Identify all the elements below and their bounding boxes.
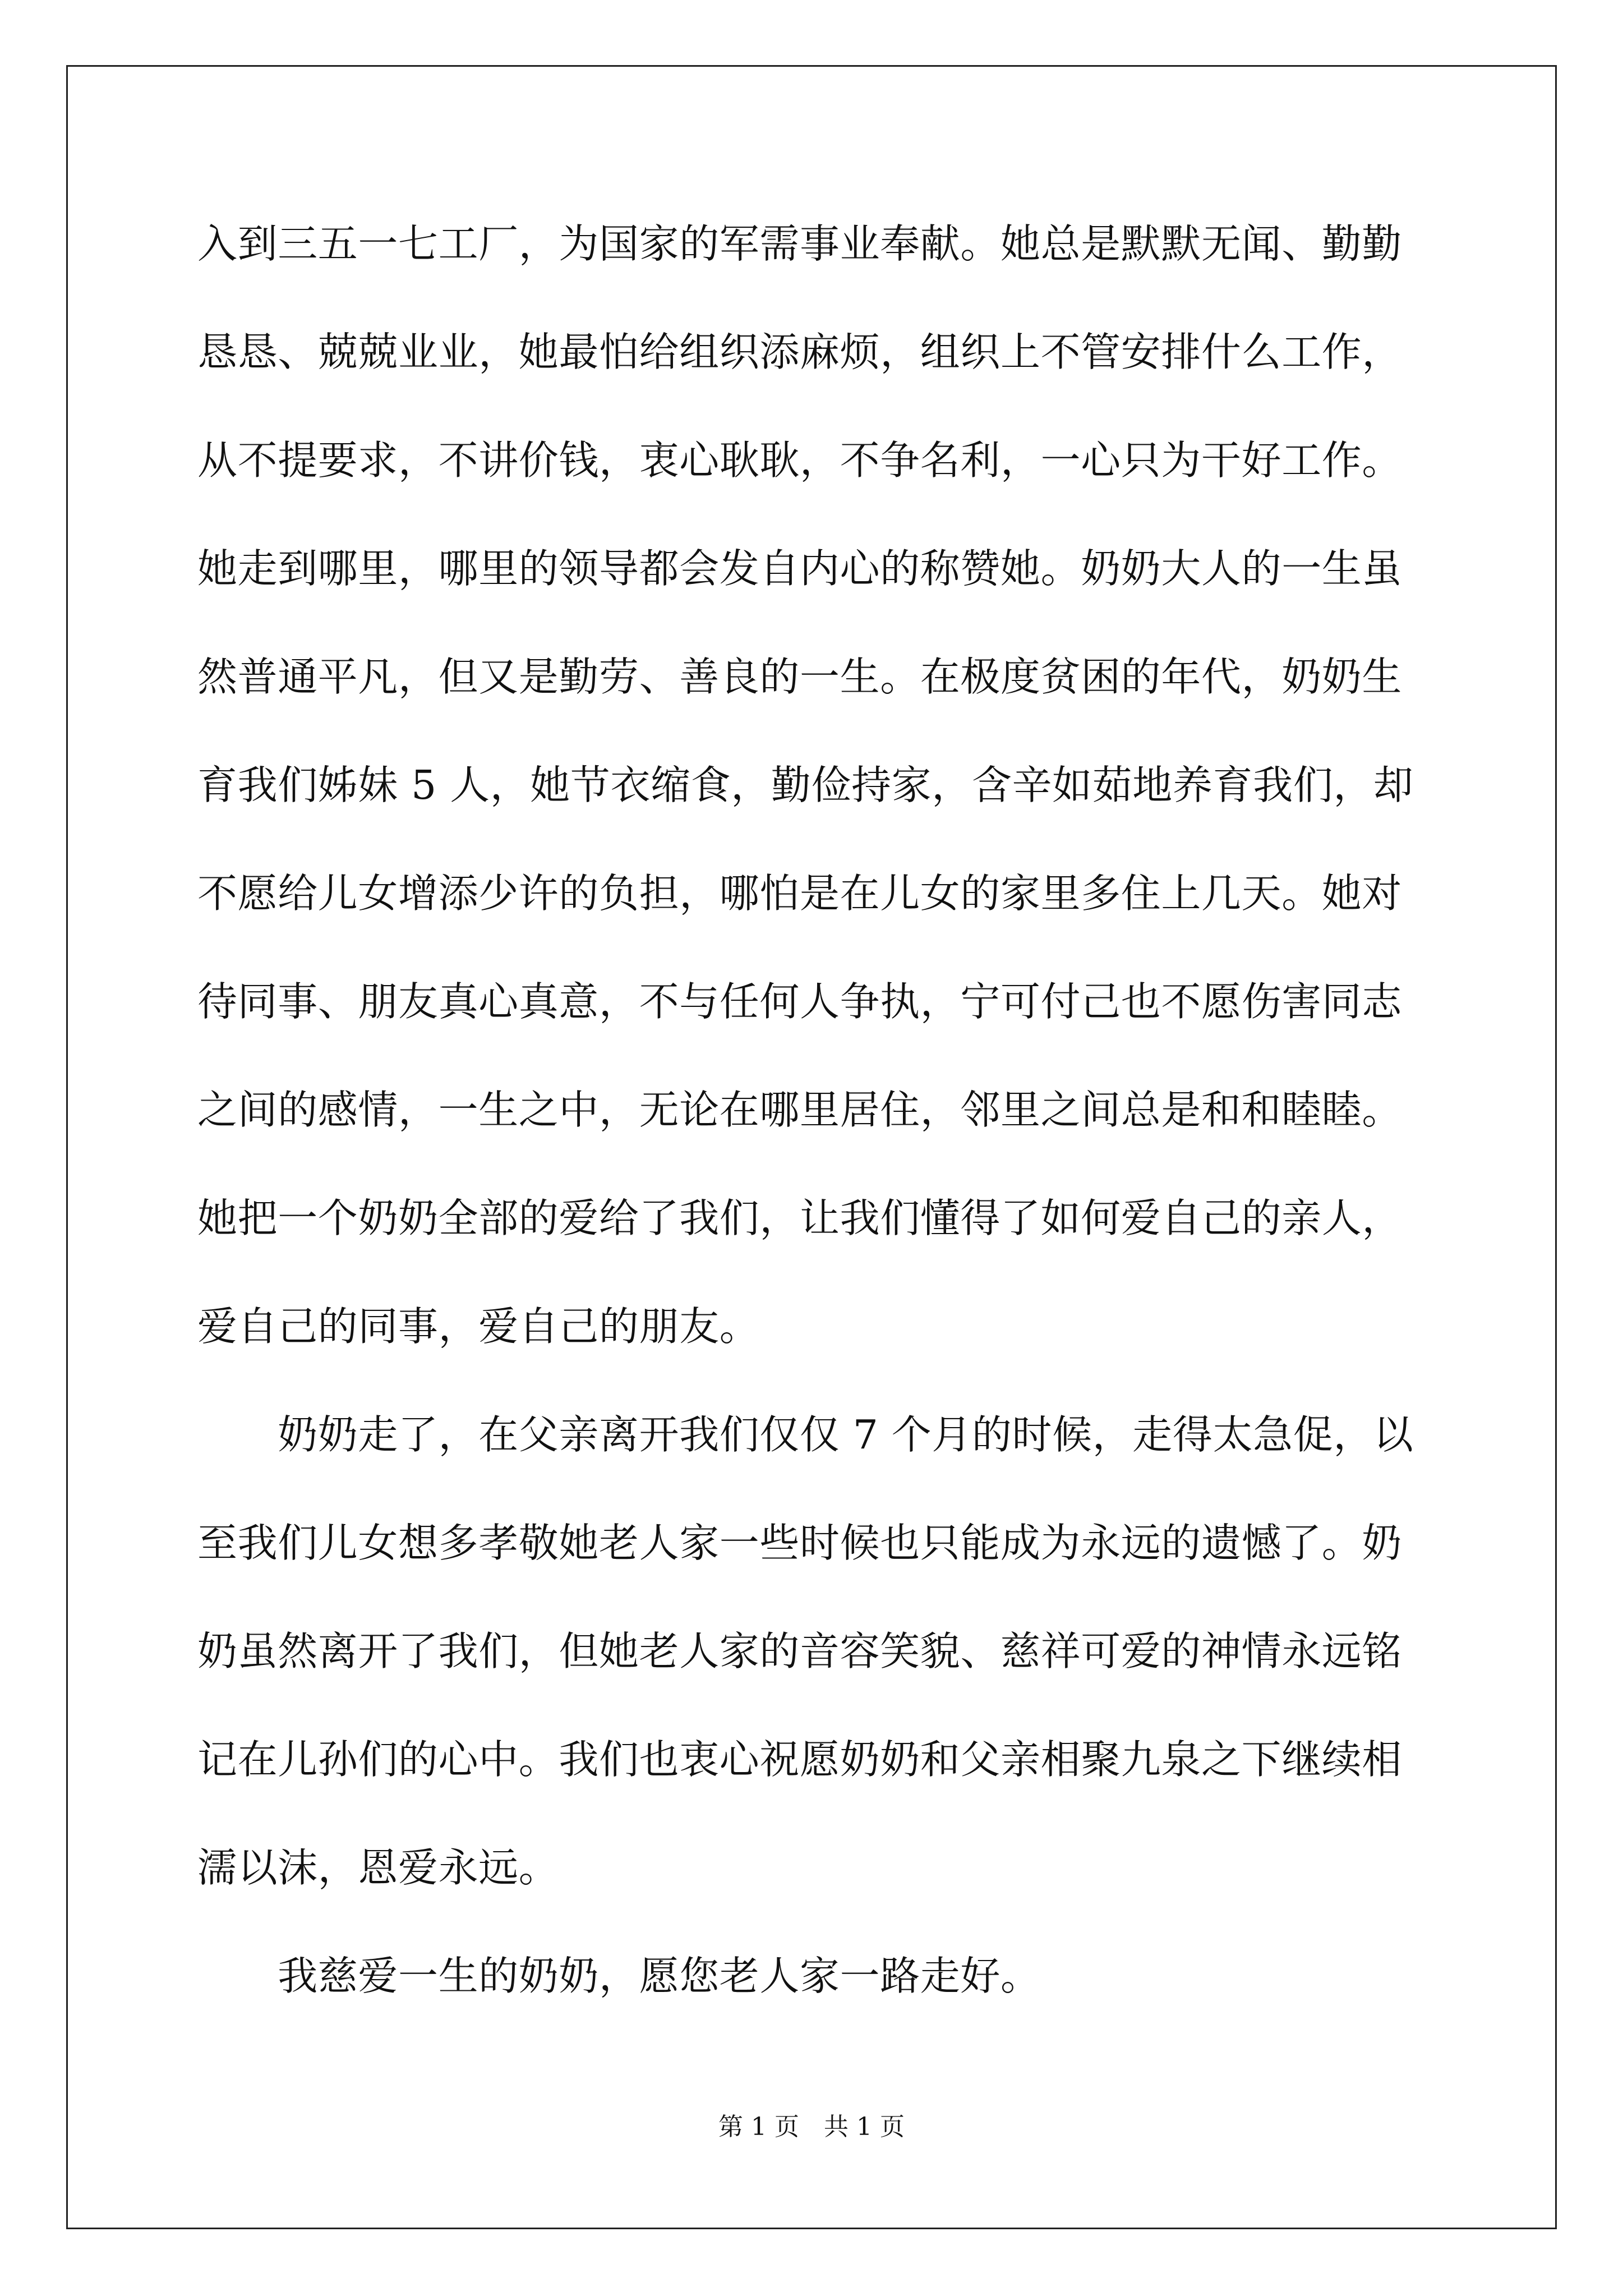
text-line: 她走到哪里，哪里的领导都会发自内心的称赞她。奶奶大人的一生虽 [197, 545, 1403, 592]
text-line: 爱自己的同事，爱自己的朋友。 [197, 1303, 760, 1350]
text-line: 不愿给儿女增添少许的负担，哪怕是在儿女的家里多住上几天。她对 [197, 870, 1403, 917]
text-line: 我慈爱一生的奶奶，愿您老人家一路走好。 [197, 1953, 1041, 1999]
text-line: 奶奶走了，在父亲离开我们仅仅 7 个月的时候，走得太急促，以 [197, 1411, 1414, 1458]
text-line: 她把一个奶奶全部的爱给了我们，让我们懂得了如何爱自己的亲人， [197, 1195, 1403, 1241]
text-line: 待同事、朋友真心真意，不与任何人争执，宁可付己也不愿伤害同志 [197, 978, 1403, 1025]
text-line: 濡以沫，恩爱永远。 [197, 1844, 559, 1891]
page-border [66, 65, 1557, 2229]
text-line: 恳恳、兢兢业业，她最怕给组织添麻烦，组织上不管安排什么工作， [197, 329, 1403, 375]
text-line: 奶虽然离开了我们，但她老人家的音容笑貌、慈祥可爱的神情永远铭 [197, 1628, 1403, 1674]
text-line: 之间的感情，一生之中，无论在哪里居住，邻里之间总是和和睦睦。 [197, 1087, 1403, 1133]
text-line: 然普通平凡，但又是勤劳、善良的一生。在极度贫困的年代，奶奶生 [197, 654, 1403, 700]
text-line: 至我们儿女想多孝敬她老人家一些时候也只能成为永远的遗憾了。奶 [197, 1520, 1403, 1566]
text-line: 入到三五一七工厂，为国家的军需事业奉献。她总是默默无闻、勤勤 [197, 220, 1403, 267]
text-line: 从不提要求，不讲价钱，衷心耿耿，不争名利，一心只为干好工作。 [197, 437, 1403, 484]
text-line: 育我们姊妹 5 人，她节衣缩食，勤俭持家，含辛如茹地养育我们，却 [197, 762, 1414, 808]
text-line: 记在儿孙们的心中。我们也衷心祝愿奶奶和父亲相聚九泉之下继续相 [197, 1736, 1403, 1783]
page-number: 第 1 页 共 1 页 [718, 2113, 905, 2141]
